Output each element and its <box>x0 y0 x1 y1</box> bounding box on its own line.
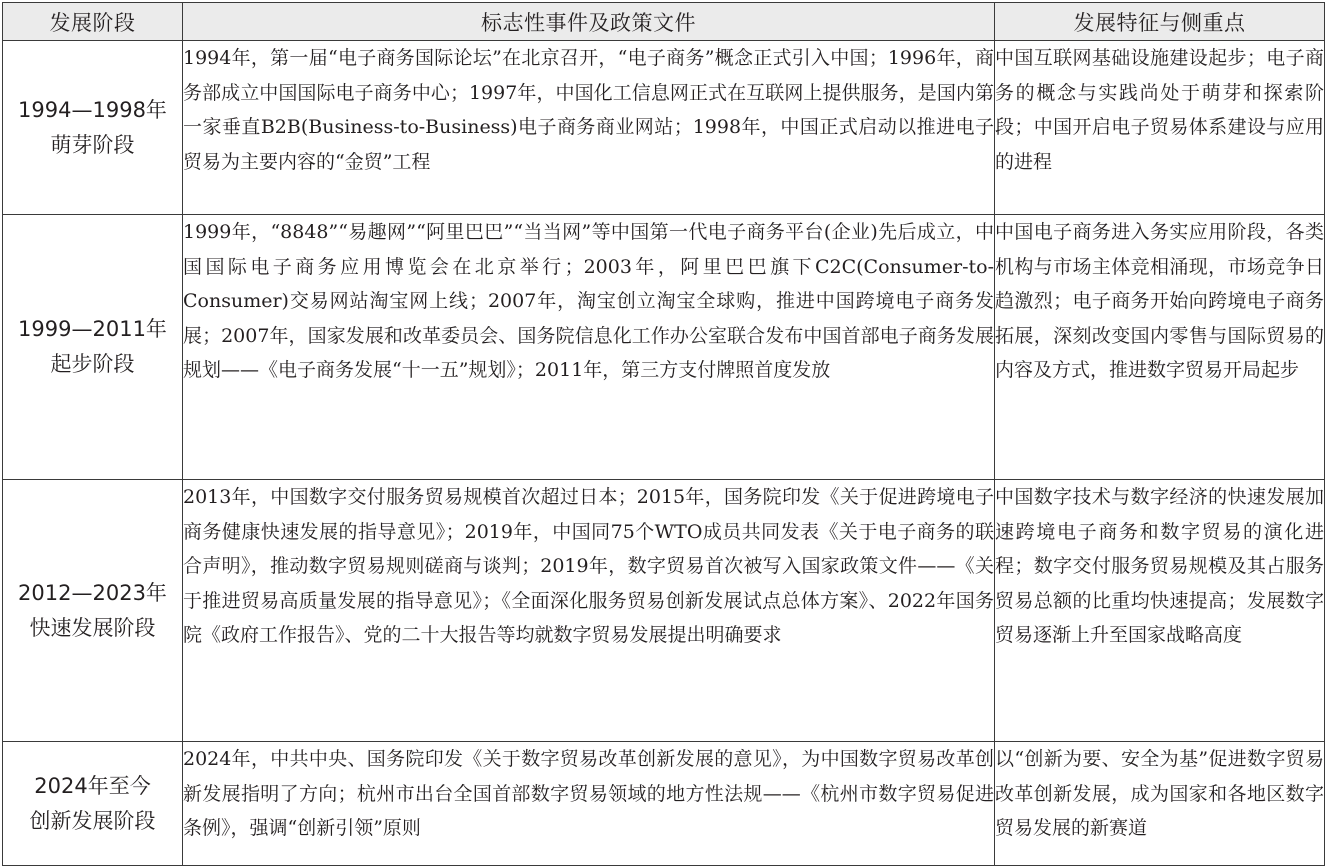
header-features: 发展特征与侧重点 <box>995 3 1325 41</box>
stage-name: 起步阶段 <box>50 352 135 376</box>
table-row <box>3 41 1325 215</box>
events-cell: 1999年，“8848”“易趣网”“阿里巴巴”“当当网”等中国第一代电子商务平台(企业)先后成立，中国国际电子商务应用博览会在北京举行；2003年，阿里巴巴旗下C2C(Consumer-to-Consumer)交易网站淘宝网上线；2007年，淘宝创立淘宝全球购，推进中国跨境电子商务发展；2007年，国家发展和改革委员会、国务院信息化工作办公室联合发布中国首部电子商务发展规划——《电子商务发展“十一五”规划》；2011年，第三方支付牌照首度发放 <box>183 215 995 480</box>
stage-cell <box>3 215 183 480</box>
stage-cell <box>3 480 183 742</box>
table-row <box>3 480 1325 742</box>
stage-period: 2012—2023年 <box>18 580 167 605</box>
stage-name: 创新发展阶段 <box>29 808 156 833</box>
stage-cell <box>3 41 183 215</box>
table-row <box>3 215 1325 480</box>
features-cell: 中国互联网基础设施建设起步；电子商务的概念与实践尚处于萌芽和探索阶段；中国开启电子贸易体系建设与应用的进程 <box>995 41 1325 215</box>
development-stages-table <box>2 2 1325 866</box>
stage-period: 1999—2011年 <box>18 317 167 341</box>
events-cell: 2013年，中国数字交付服务贸易规模首次超过日本；2015年，国务院印发《关于促进跨境电子商务健康快速发展的指导意见》；2019年，中国同75个WTO成员共同发表《关于电子商务的联合声明》，推动数字贸易规则磋商与谈判；2019年，数字贸易首次被写入国家政策文件——《关于推进贸易高质量发展的指导意见》；《全面深化服务贸易创新发展试点总体方案》、2022年国务院《政府工作报告》、党的二十大报告等均就数字贸易发展提出明确要求 <box>183 480 995 742</box>
stage-period: 2024年至今 <box>34 773 151 798</box>
stage-name: 萌芽阶段 <box>50 132 135 157</box>
header-stage: 发展阶段 <box>3 3 183 41</box>
features-cell: 中国数字技术与数字经济的快速发展加速跨境电子商务和数字贸易的演化进程；数字交付服务贸易规模及其占服务贸易总额的比重均快速提高；发展数字贸易逐渐上升至国家战略高度 <box>995 480 1325 742</box>
stage-period: 1994—1998年 <box>18 97 167 122</box>
events-cell: 1994年，第一届“电子商务国际论坛”在北京召开，“电子商务”概念正式引入中国；1996年，商务部成立中国国际电子商务中心；1997年，中国化工信息网正式在互联网上提供服务，是国内第一家垂直B2B(Business-to-Business)电子商务商业网站；1998年，中国正式启动以推进电子贸易为主要内容的“金贸”工程 <box>183 41 995 215</box>
table-row <box>3 742 1325 866</box>
events-cell: 2024年，中共中央、国务院印发《关于数字贸易改革创新发展的意见》，为中国数字贸易改革创新发展指明了方向；杭州市出台全国首部数字贸易领域的地方性法规——《杭州市数字贸易促进条例》，强调“创新引领”原则 <box>183 742 995 866</box>
stage-cell <box>3 742 183 866</box>
header-events: 标志性事件及政策文件 <box>183 3 995 41</box>
features-cell: 中国电子商务进入务实应用阶段，各类机构与市场主体竞相涌现，市场竞争日趋激烈；电子商务开始向跨境电子商务拓展，深刻改变国内零售与国际贸易的内容及方式，推进数字贸易开局起步 <box>995 215 1325 480</box>
header-row <box>3 3 1325 41</box>
stage-name: 快速发展阶段 <box>29 615 156 640</box>
features-cell: 以“创新为要、安全为基”促进数字贸易改革创新发展，成为国家和各地区数字贸易发展的新赛道 <box>995 742 1325 866</box>
